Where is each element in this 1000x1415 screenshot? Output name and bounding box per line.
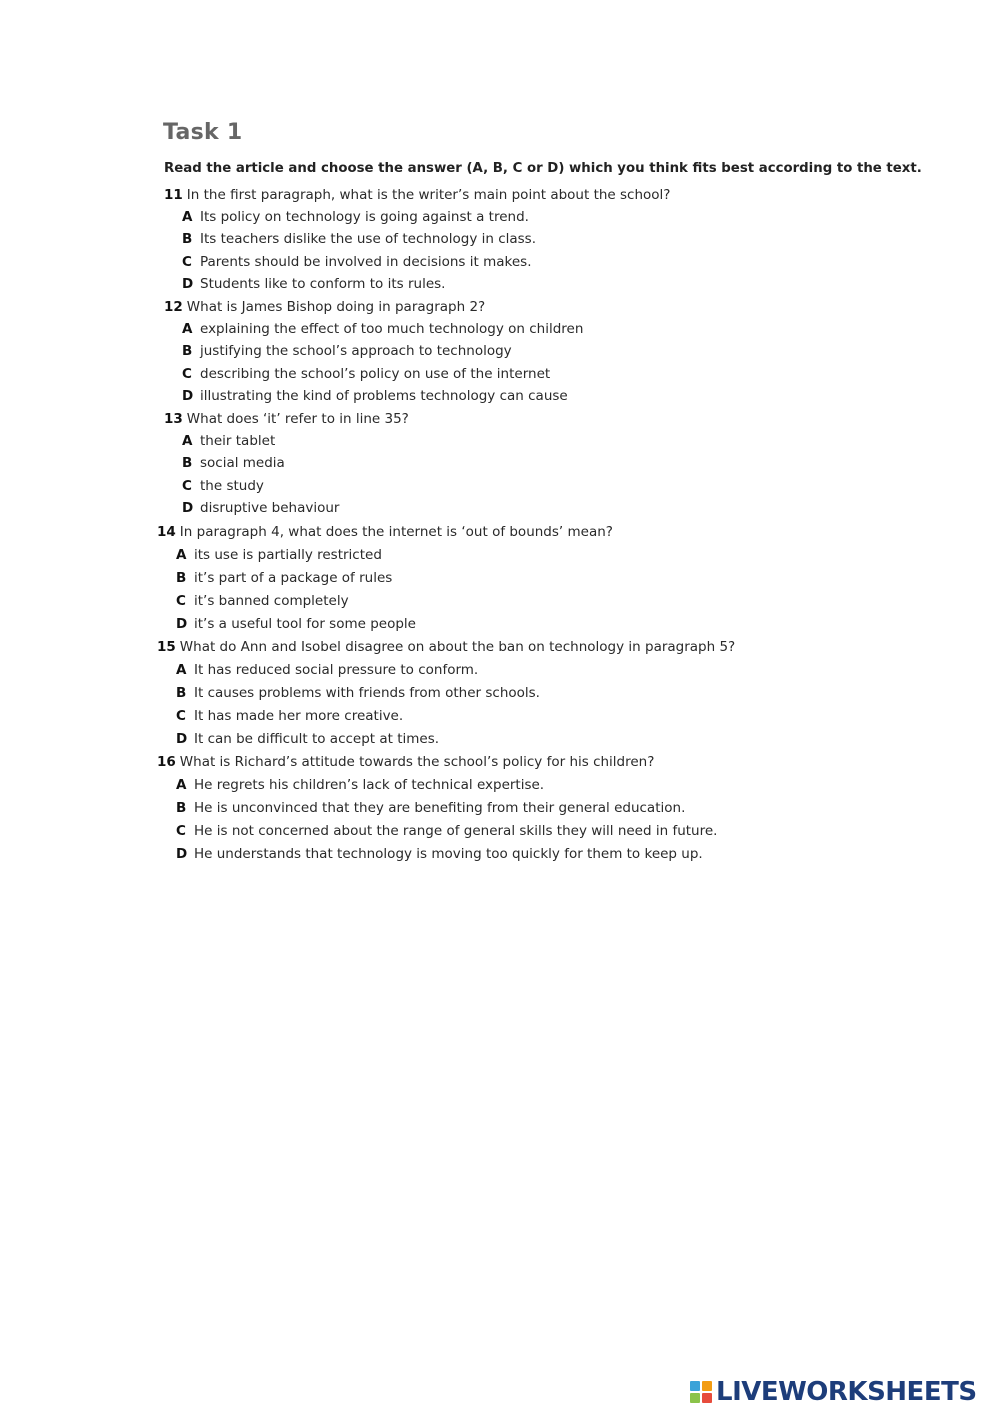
option-letter: D — [176, 616, 188, 632]
option-letter: D — [176, 846, 188, 862]
option-text: social media — [200, 455, 285, 471]
option-16-d[interactable] — [176, 845, 703, 863]
option-letter: B — [176, 570, 187, 586]
question-number: 16 — [157, 754, 176, 770]
option-15-b[interactable] — [176, 684, 540, 702]
logo-block — [690, 1381, 700, 1391]
option-14-c[interactable] — [176, 592, 349, 610]
option-letter: A — [176, 547, 187, 563]
liveworksheets-logo[interactable] — [690, 1372, 977, 1412]
option-text: It can be difficult to accept at times. — [194, 731, 440, 747]
option-text: It has reduced social pressure to conform. — [194, 662, 479, 678]
option-11-a[interactable] — [182, 208, 529, 226]
option-text: Parents should be involved in decisions it makes. — [200, 254, 532, 270]
option-13-c[interactable] — [182, 477, 264, 495]
question-number: 12 — [164, 299, 183, 315]
option-letter: D — [182, 500, 194, 516]
option-letter: B — [176, 800, 187, 816]
logo-block — [690, 1393, 700, 1403]
option-16-b[interactable] — [176, 799, 685, 817]
option-text: its use is partially restricted — [194, 547, 382, 563]
logo-block — [702, 1393, 712, 1403]
option-11-c[interactable] — [182, 253, 531, 271]
option-letter: C — [176, 708, 186, 724]
option-13-a[interactable] — [182, 432, 275, 450]
question-16 — [157, 753, 654, 771]
option-14-b[interactable] — [176, 569, 392, 587]
task-instruction: Read the article and choose the answer (A, B, C or D) which you think fits best according to the text. — [164, 161, 922, 176]
question-number: 13 — [164, 411, 183, 427]
question-number: 15 — [157, 639, 176, 655]
logo-text: LIVEWORKSHEETS — [716, 1377, 977, 1407]
option-12-b[interactable] — [182, 342, 512, 360]
option-letter: C — [182, 366, 192, 382]
option-text: Its teachers dislike the use of technology in class. — [200, 231, 537, 247]
question-number: 14 — [157, 524, 176, 540]
option-text: illustrating the kind of problems technology can cause — [200, 388, 568, 404]
option-text: He is unconvinced that they are benefiting from their general education. — [194, 800, 686, 816]
option-text: disruptive behaviour — [200, 500, 340, 516]
question-text: In the first paragraph, what is the writer’s main point about the school? — [186, 187, 671, 203]
option-letter: C — [176, 593, 186, 609]
logo-blocks-icon — [690, 1381, 712, 1403]
option-letter: C — [182, 254, 192, 270]
option-14-a[interactable] — [176, 546, 382, 564]
option-text: Students like to conform to its rules. — [200, 276, 446, 292]
option-letter: D — [182, 276, 194, 292]
option-letter: B — [182, 343, 193, 359]
option-letter: B — [176, 685, 187, 701]
option-letter: A — [182, 433, 193, 449]
option-letter: A — [182, 321, 193, 337]
option-text: explaining the effect of too much technology on children — [200, 321, 584, 337]
option-letter: A — [176, 777, 187, 793]
option-16-a[interactable] — [176, 776, 544, 794]
option-text: the study — [200, 478, 264, 494]
option-text: describing the school’s policy on use of the internet — [200, 366, 551, 382]
question-text: What is Richard’s attitude towards the school’s policy for his children? — [179, 754, 655, 770]
logo-block — [702, 1381, 712, 1391]
option-text: It has made her more creative. — [194, 708, 404, 724]
option-text: it’s banned completely — [194, 593, 349, 609]
question-number: 11 — [164, 187, 183, 203]
question-15 — [157, 638, 735, 656]
question-text: What do Ann and Isobel disagree on about the ban on technology in paragraph 5? — [179, 639, 736, 655]
option-15-d[interactable] — [176, 730, 439, 748]
option-15-a[interactable] — [176, 661, 478, 679]
question-13 — [164, 410, 409, 428]
option-12-a[interactable] — [182, 320, 583, 338]
option-letter: A — [176, 662, 187, 678]
option-15-c[interactable] — [176, 707, 403, 725]
option-letter: D — [182, 388, 194, 404]
option-letter: A — [182, 209, 193, 225]
option-16-c[interactable] — [176, 822, 717, 840]
option-text: it’s a useful tool for some people — [194, 616, 416, 632]
option-text: It causes problems with friends from other schools. — [194, 685, 540, 701]
option-letter: C — [176, 823, 186, 839]
option-11-b[interactable] — [182, 230, 536, 248]
question-text: What does ‘it’ refer to in line 35? — [186, 411, 409, 427]
question-11 — [164, 186, 670, 204]
question-12 — [164, 298, 485, 316]
option-14-d[interactable] — [176, 615, 416, 633]
option-12-d[interactable] — [182, 387, 568, 405]
question-text: What is James Bishop doing in paragraph 2? — [186, 299, 486, 315]
option-text: He is not concerned about the range of general skills they will need in future. — [194, 823, 718, 839]
option-letter: D — [176, 731, 188, 747]
task-title: Task 1 — [163, 120, 243, 145]
option-text: justifying the school’s approach to technology — [200, 343, 512, 359]
option-letter: B — [182, 455, 193, 471]
option-letter: B — [182, 231, 193, 247]
option-13-b[interactable] — [182, 454, 285, 472]
question-14 — [157, 523, 613, 541]
question-text: In paragraph 4, what does the internet is ‘out of bounds’ mean? — [179, 524, 613, 540]
option-text: it’s part of a package of rules — [194, 570, 393, 586]
option-letter: C — [182, 478, 192, 494]
option-text: He regrets his children’s lack of technical expertise. — [194, 777, 545, 793]
option-12-c[interactable] — [182, 365, 550, 383]
option-text: their tablet — [200, 433, 276, 449]
option-13-d[interactable] — [182, 499, 339, 517]
option-11-d[interactable] — [182, 275, 445, 293]
option-text: He understands that technology is moving too quickly for them to keep up. — [194, 846, 703, 862]
option-text: Its policy on technology is going against a trend. — [200, 209, 529, 225]
